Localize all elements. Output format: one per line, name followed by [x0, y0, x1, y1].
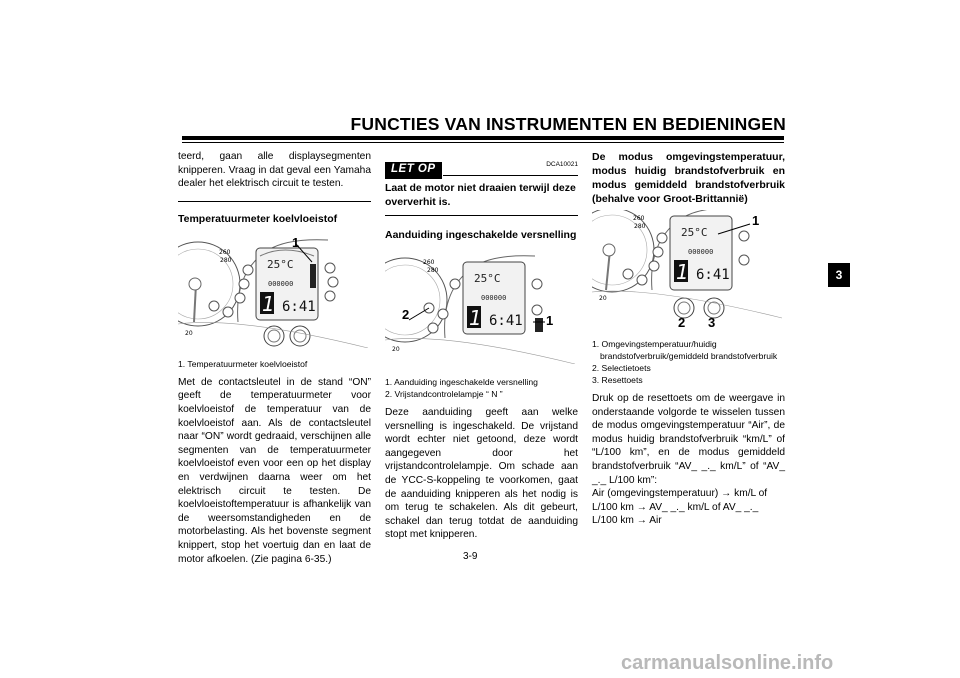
svg-text:20: 20 [599, 295, 607, 302]
body-text-sequence: Air (omgevingstemperatuur) → km/L of L/100 km → AV_ _._ km/L of AV_ _._ L/100 km → Air [592, 488, 768, 527]
caution-text: Laat de motor niet draaien terwijl deze oververhit is. [385, 182, 576, 208]
svg-text:1: 1 [262, 291, 275, 316]
figure-caption: 1. Temperatuurmeter koelvloeistof [178, 358, 308, 369]
svg-text:000000: 000000 [268, 279, 294, 288]
svg-text:6:41: 6:41 [489, 313, 523, 329]
svg-text:260: 260 [423, 259, 435, 266]
dashboard-figure [178, 232, 371, 348]
caution-label: LET OP [385, 162, 442, 179]
caution-code: DCA10021 [546, 161, 578, 168]
column-1 [178, 150, 371, 566]
svg-text:260: 260 [219, 248, 231, 256]
page-title: FUNCTIES VAN INSTRUMENTEN EN BEDIENINGEN [350, 114, 786, 134]
caution-header [385, 150, 578, 178]
column-3 [592, 150, 785, 528]
column-2 [385, 150, 578, 542]
figure-callout-1: 1 [546, 313, 554, 328]
section-heading: De modus omgevingstemperatuur, modus huidig brandstofverbruik en modus gemiddeld brandstofverbruik (behalve voor Groot-Brittannië) [592, 151, 785, 205]
figure-callout-2: 2 [678, 315, 686, 330]
svg-text:260: 260 [633, 215, 645, 222]
header-rule [182, 136, 784, 140]
figure-callout-3: 3 [708, 315, 716, 330]
svg-text:280: 280 [220, 256, 232, 264]
figure-caption-1: 1. Omgevingstemperatuur/huidig brandstofverbruik/gemiddeld brandstofverbruik [592, 339, 778, 361]
dashboard-illustration [385, 248, 578, 364]
svg-text:6:41: 6:41 [282, 298, 316, 315]
figure-callout-2: 2 [402, 307, 410, 322]
figure-caption-1: 1. Aanduiding ingeschakelde versnelling [385, 377, 538, 387]
figure-caption-3: 3. Resettoets [592, 375, 643, 385]
section-divider [178, 201, 371, 202]
svg-text:280: 280 [427, 267, 439, 274]
dashboard-figure [385, 248, 578, 364]
svg-text:20: 20 [392, 346, 400, 353]
svg-text:25°C: 25°C [681, 226, 708, 239]
page-number: 3-9 [463, 551, 478, 562]
chapter-tab: 3 [828, 263, 850, 287]
svg-text:280: 280 [634, 223, 646, 230]
header-rule-thin [182, 142, 784, 143]
figure-caption-2: 2. Vrijstandcontrolelampje “ N ” [385, 389, 503, 399]
svg-text:000000: 000000 [481, 294, 507, 302]
caution-rule [443, 175, 578, 176]
svg-text:25°C: 25°C [474, 272, 501, 285]
svg-text:1: 1 [676, 260, 689, 284]
dashboard-illustration [178, 232, 371, 348]
body-text: Met de contactsleutel in de stand “ON” geeft de temperatuurmeter voor koelvloeistof de temperatuur van de koelvloeistof aan. Als de contactsleutel naar “ON” wordt gedraaid, verschijnen alle segmenten van de temperatuurmeter koelvloeistof even voor een op het display en verdwijnen daarna weer om het elektrisch circuit te testen. De koelvloeistoftemperatuur is afhankelijk van de weersomstandigheden en de motorbelasting. Als het bovenste segment knippert, stop het voertuig dan en laat de motor afkoelen. (Zie pagina 6-35.) [178, 376, 371, 565]
svg-text:25°C: 25°C [267, 257, 294, 271]
body-text: Druk op de resettoets om de weergave in onderstaande volgorde te wisselen tussen de modus omgevingstemperatuur “Air”, de modus huidig brandstofverbruik “km/L” of “L/100 km”, en de modus gemiddeld brandstofverbruik “AV_ _._ km/L” of “AV_ _._ L/100 km”: [592, 393, 785, 486]
dashboard-figure [592, 210, 785, 328]
body-text: Deze aanduiding geeft aan welke versnelling is ingeschakeld. De vrijstand wordt echter niet getoond, deze wordt aangegeven door het vrijstandcontrolelampje. Om schade aan de YCC-S-koppeling te voorkomen, gaat de aanduiding knipperen als het nodig is om terug te schakelen. Als dit gebeurt, schakel dan terug totdat de aanduiding stopt met knipperen. [385, 407, 578, 541]
svg-text:20: 20 [185, 329, 193, 337]
svg-text:1: 1 [469, 306, 482, 330]
section-heading: Aanduiding ingeschakelde versnelling [385, 229, 577, 241]
intro-text: teerd, gaan alle displaysegmenten knipperen. Vraag in dat geval een Yamaha dealer het elektrisch circuit te testen. [178, 151, 371, 190]
figure-caption-2: 2. Selectietoets [592, 363, 651, 373]
svg-text:6:41: 6:41 [696, 267, 730, 283]
caution-end-rule [385, 215, 578, 216]
section-heading: Temperatuurmeter koelvloeistof [178, 212, 338, 225]
figure-callout-1: 1 [292, 234, 300, 250]
watermark: carmanualsonline.info [621, 652, 834, 674]
figure-callout-1: 1 [752, 213, 760, 228]
svg-text:000000: 000000 [688, 248, 714, 256]
